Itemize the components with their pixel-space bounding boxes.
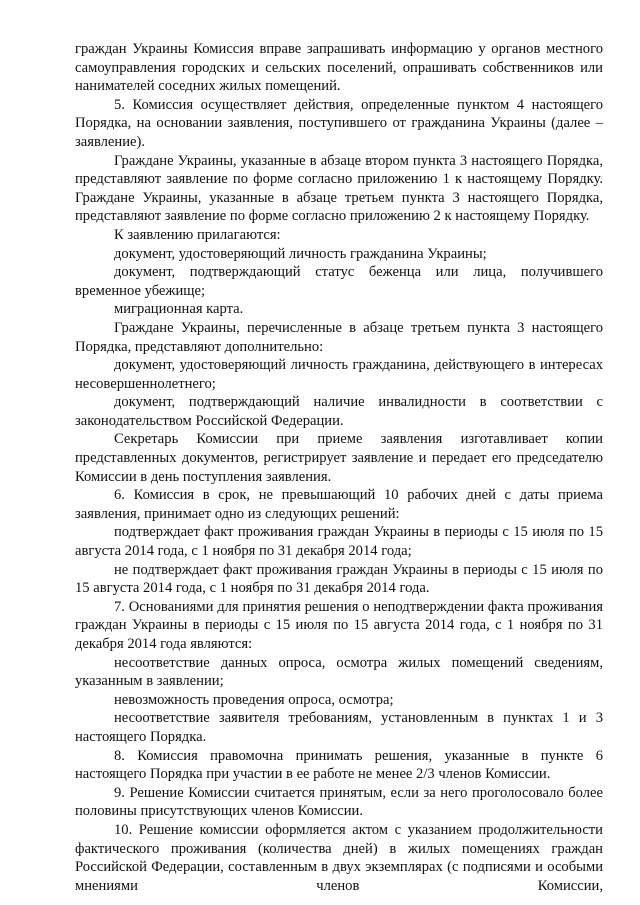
paragraph-additional-documents: Граждане Украины, перечисленные в абзаце третьем пункта 3 настоящего Порядка, представляют дополнительно: — [75, 319, 603, 355]
paragraph-item-9: 9. Решение Комиссии считается принятым, если за него проголосовало более половины присутствующих членов Комиссии. — [75, 784, 603, 820]
paragraph-item-6: 6. Комиссия в срок, не превышающий 10 рабочих дней с даты приема заявления, принимает одно из следующих решений: — [75, 487, 603, 522]
paragraph-application-forms: Граждане Украины, указанные в абзаце втором пункта 3 настоящего Порядка, представляют заявление по форме согласно приложению 1 к настоящему Порядку. Граждане Украины, указанные в абзаце третьем пункта 3 настоящего Порядка, представляют заявление по форме согласно приложению 2 к настоящему Порядку. — [75, 152, 603, 225]
list-item-data-mismatch: несоответствие данных опроса, осмотра жилых помещений сведениям, указанным в заявлении; — [75, 654, 603, 690]
list-item-migration-card: миграционная карта. — [114, 301, 244, 318]
paragraph-item-8: 8. Комиссия правомочна принимать решения, указанные в пункте 6 настоящего Порядка при участии в ее работе не менее 2/3 членов Комиссии. — [75, 747, 603, 783]
list-item-guardian-identity: документ, удостоверяющий личность гражданина, действующего в интересах несовершеннолетнего; — [75, 357, 603, 392]
list-item-not-confirms: не подтверждает факт проживания граждан Украины в периоды с 15 июля по 15 августа 2014 года, с 1 ноября по 31 декабря 2014 года. — [75, 561, 603, 597]
paragraph-item-10: 10. Решение комиссии оформляется актом с указанием продолжительности фактического проживания (количества дней) в жилых помещениях граждан Российской Федерации, составленным в двух экземплярах (с подписями и особыми мнениями членов Комиссии, — [75, 821, 603, 894]
list-item-refugee-status: документ, подтверждающий статус беженца или лица, получившего временное убежище; — [75, 264, 603, 299]
list-item-requirements-mismatch: несоответствие заявителя требованиям, установленным в пунктах 1 и 3 настоящего Порядка. — [75, 710, 603, 745]
list-item-disability-document: документ, подтверждающий наличие инвалидности в соответствии с законодательством Российской Федерации. — [75, 394, 603, 429]
paragraph-attachments-heading: К заявлению прилагаются: — [114, 226, 281, 243]
list-item-confirms: подтверждает факт проживания граждан Украины в периоды с 15 июля по 15 августа 2014 года, с 1 ноября по 31 декабря 2014 года; — [75, 524, 603, 560]
document-page — [75, 40, 603, 895]
list-item-inspection-impossible: невозможность проведения опроса, осмотра; — [114, 691, 394, 708]
paragraph-item-5: 5. Комиссия осуществляет действия, определенные пунктом 4 настоящего Порядка, на основании заявления, поступившего от гражданина Украины (далее – заявление). — [75, 96, 603, 150]
list-item-identity-document: документ, удостоверяющий личность гражданина Украины; — [114, 245, 487, 262]
paragraph-secretary: Секретарь Комиссии при приеме заявления изготавливает копии представленных документов, регистрирует заявление и передает его председателю Комиссии в день поступления заявления. — [75, 431, 603, 485]
paragraph-continuation: граждан Украины Комиссия вправе запрашивать информацию у органов местного самоуправления городских и сельских поселений, опрашивать собственников или нанимателей соседних жилых помещений. — [75, 41, 603, 95]
paragraph-item-7: 7. Основаниями для принятия решения о неподтверждении факта проживания граждан Украины в периоды с 15 июля по 15 августа 2014 года, с 1 ноября по 31 декабря 2014 года являются: — [75, 598, 603, 652]
